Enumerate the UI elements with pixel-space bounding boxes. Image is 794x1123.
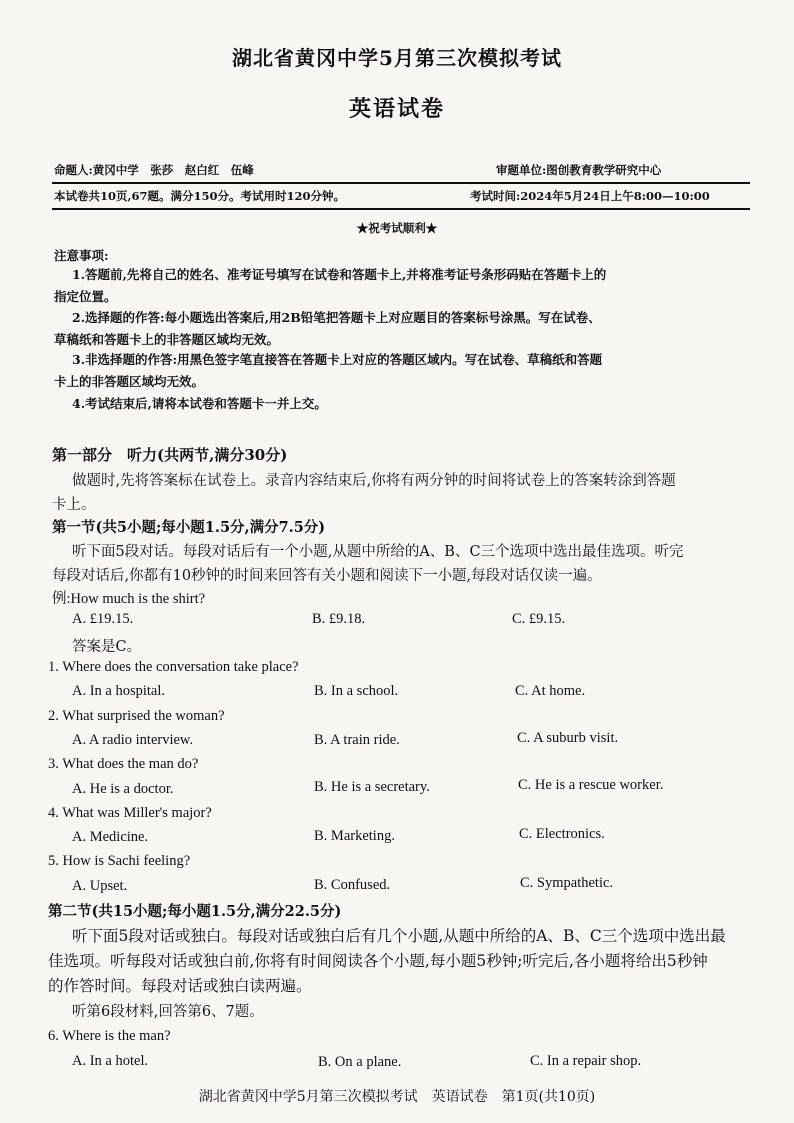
- question-5: 5. How is Sachi feeling?: [48, 853, 191, 869]
- question-5-option-a: A. Upset.: [72, 878, 128, 894]
- note-3-line-2: 卡上的非答题区域均无效。: [54, 374, 205, 389]
- question-2-option-a: A. A radio interview.: [72, 732, 194, 748]
- section2-intro-line-3: 的作答时间。每段对话或独白读两遍。: [48, 977, 312, 995]
- example-question: 例:How much is the shirt?: [52, 591, 206, 607]
- header-rule-top: [52, 182, 750, 184]
- note-4: 4.考试结束后,请将本试卷和答题卡一并上交。: [72, 396, 327, 411]
- question-3: 3. What does the man do?: [48, 756, 199, 772]
- section2-intro-line-2: 佳选项。听每段对话或独白前,你将有时间阅读各个小题,每小题5秒钟;听完后,各小题将给出5秒钟: [48, 952, 708, 970]
- question-1: 1. Where does the conversation take place?: [48, 659, 299, 675]
- example-option-c: C. £9.15.: [512, 611, 566, 627]
- question-2-option-b: B. A train ride.: [314, 732, 400, 748]
- question-2: 2. What surprised the woman?: [48, 708, 225, 724]
- question-3-option-b: B. He is a secretary.: [314, 779, 430, 795]
- good-luck-wish: ★祝考试顺利★: [356, 221, 438, 235]
- part1-intro-line-1: 做题时,先将答案标在试卷上。录音内容结束后,你将有两分钟的时间将试卷上的答案转涂到答题: [72, 473, 676, 489]
- material-6-instruction: 听第6段材料,回答第6、7题。: [72, 1004, 264, 1020]
- question-6-option-b: B. On a plane.: [318, 1054, 402, 1070]
- note-1-line-1: 1.答题前,先将自己的姓名、准考证号填写在试卷和答题卡上,并将准考证号条形码贴在答题卡上的: [72, 267, 607, 282]
- section1-intro-line-1: 听下面5段对话。每段对话后有一个小题,从题中所给的A、B、C三个选项中选出最佳选项。听完: [72, 544, 684, 560]
- question-5-option-c: C. Sympathetic.: [520, 875, 614, 891]
- exam-time: 考试时间:2024年5月24日上午8:00—10:00: [470, 189, 710, 203]
- reviewer: 审题单位:图创教育教学研究中心: [496, 163, 662, 177]
- question-1-option-c: C. At home.: [515, 683, 586, 699]
- notes-heading: 注意事项:: [54, 248, 109, 263]
- question-6: 6. Where is the man?: [48, 1028, 171, 1044]
- question-1-option-a: A. In a hospital.: [72, 683, 166, 699]
- question-6-option-c: C. In a repair shop.: [530, 1053, 642, 1069]
- question-2-option-c: C. A suburb visit.: [517, 730, 619, 746]
- question-3-option-a: A. He is a doctor.: [72, 781, 174, 797]
- paper-subtitle: 英语试卷: [348, 96, 445, 122]
- note-1-line-2: 指定位置。: [54, 289, 117, 304]
- authors: 命题人:黄冈中学 张莎 赵白红 伍峰: [54, 163, 254, 177]
- section1-heading: 第一节(共5小题;每小题1.5分,满分7.5分): [52, 519, 326, 536]
- section2-intro-line-1: 听下面5段对话或独白。每段对话或独白后有几个小题,从题中所给的A、B、C三个选项中选出最: [72, 927, 726, 945]
- example-option-a: A. £19.15.: [72, 611, 134, 627]
- part1-intro-line-2: 卡上。: [52, 497, 96, 513]
- section1-intro-line-2: 每段对话后,你都有10秒钟的时间来回答有关小题和阅读下一小题,每段对话仅读一遍。: [52, 568, 602, 584]
- question-4-option-b: B. Marketing.: [314, 828, 395, 844]
- page-footer: 湖北省黄冈中学5月第三次模拟考试 英语试卷 第1页(共10页): [198, 1089, 596, 1105]
- question-6-option-a: A. In a hotel.: [72, 1053, 149, 1069]
- paper-info: 本试卷共10页,67题。满分150分。考试用时120分钟。: [54, 189, 346, 203]
- question-1-option-b: B. In a school.: [314, 683, 399, 699]
- section2-heading: 第二节(共15小题;每小题1.5分,满分22.5分): [48, 903, 342, 920]
- exam-title: 湖北省黄冈中学5月第三次模拟考试: [232, 46, 562, 70]
- question-4-option-a: A. Medicine.: [72, 829, 149, 845]
- question-5-option-b: B. Confused.: [314, 877, 391, 893]
- question-4-option-c: C. Electronics.: [519, 826, 605, 842]
- example-answer: 答案是C。: [72, 639, 142, 655]
- note-3-line-1: 3.非选择题的作答:用黑色签字笔直接答在答题卡上对应的答题区域内。写在试卷、草稿纸和答题: [72, 352, 603, 367]
- note-2-line-1: 2.选择题的作答:每小题选出答案后,用2B铅笔把答题卡上对应题目的答案标号涂黑。写在试卷、: [72, 310, 601, 325]
- question-4: 4. What was Miller's major?: [48, 805, 212, 821]
- part1-heading: 第一部分 听力(共两节,满分30分): [52, 446, 288, 464]
- example-option-b: B. £9.18.: [312, 611, 366, 627]
- note-2-line-2: 草稿纸和答题卡上的非答题区域均无效。: [54, 332, 280, 347]
- header-rule-bottom: [52, 208, 750, 210]
- question-3-option-c: C. He is a rescue worker.: [518, 777, 664, 793]
